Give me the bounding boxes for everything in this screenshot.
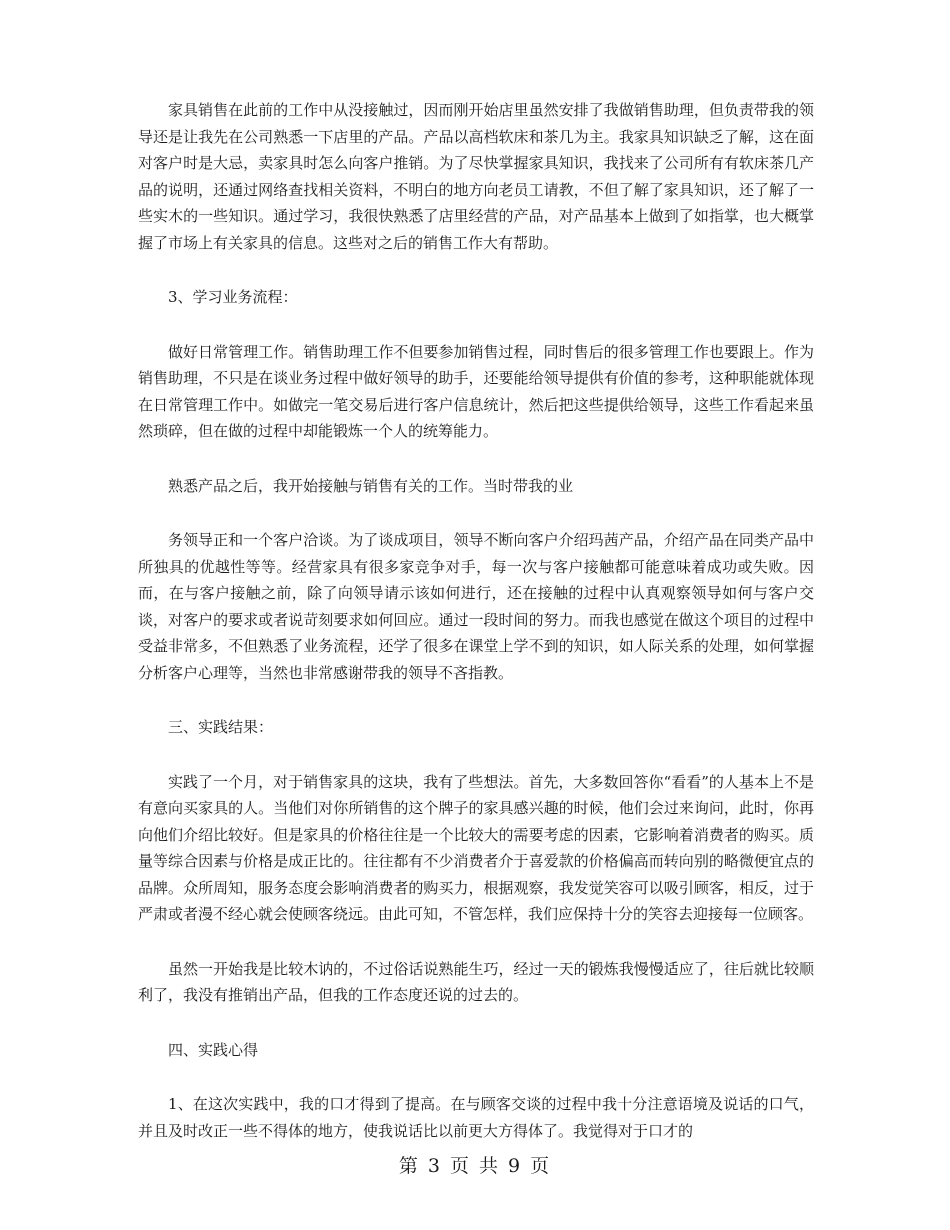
section-heading: 四、实践心得 (168, 1040, 259, 1059)
paragraph: 实践了一个月，对于销售家具的这块，我有了些想法。首先，大多数回答你“看看”的人基本上不是有意向买家具的人。当他们对你所销售的这个牌子的家具感兴趣的时候，他们会过来询问，此时，你再向他们介绍比较好。但是家具的价格往往是一个比较大的需要考虑的因素，它影响着消费者的购买。质量等综合因素与价格是成正比的。往往都有不少消费者介于喜爱款的价格偏高而转向别的略微便宜点的品牌。众所周知，服务态度会影响消费者的购买力，根据观察，我发觉笑容可以吸引顾客，相反，过于严肃或者漫不经心就会使顾客绕远。由此可知，不管怎样，我们应保持十分的笑容去迎接每一位顾客。 (138, 772, 814, 923)
paragraph: 做好日常管理工作。销售助理工作不但要参加销售过程，同时售后的很多管理工作也要跟上。作为销售助理，不只是在谈业务过程中做好领导的助手，还要能给领导提供有价值的参考，这种职能就体现在日常管理工作中。如做完一笔交易后进行客户信息统计，然后把这些提供给领导，这些工作看起来虽然琐碎，但在做的过程中却能锻炼一个人的统筹能力。 (138, 342, 814, 440)
document-body (138, 97, 814, 1144)
paragraph: 务领导正和一个客户洽谈。为了谈成项目，领导不断向客户介绍玛茜产品，介绍产品在同类产品中所独具的优越性等等。经营家具有很多家竞争对手，每一次与客户接触都可能意味着成功或失败。因而，在与客户接触之前，除了向领导请示该如何进行，还在接触的过程中认真观察领导如何与客户交谈，对客户的要求或者说苛刻要求如何回应。通过一段时间的努力。而我也感觉在做这个项目的过程中受益非常多，不但熟悉了业务流程，还学了很多在课堂上学不到的知识，如人际关系的处理，如何掌握分析客户心理等，当然也非常感谢带我的领导不吝指教。 (138, 531, 814, 682)
paragraph: 虽然一开始我是比较木讷的，不过俗话说熟能生巧，经过一天的锻炼我慢慢适应了，往后就比较顺利了，我没有推销出产品，但我的工作态度还说的过去的。 (138, 959, 814, 1004)
section-heading: 3、学习业务流程： (168, 288, 298, 306)
paragraph: 熟悉产品之后，我开始接触与销售有关的工作。当时带我的业 (168, 476, 574, 495)
paragraph: 1、在这次实践中，我的口才得到了提高。在与顾客交谈的过程中我十分注意语境及说话的口气，并且及时改正一些不得体的地方，使我说话比以前更大方得体了。我觉得对于口才的 (138, 1095, 814, 1140)
section-heading: 三、实践结果： (168, 718, 274, 736)
paragraph: 家具销售在此前的工作中从没接触过，因而刚开始店里虽然安排了我做销售助理，但负责带我的领导还是让我先在公司熟悉一下店里的产品。产品以高档软床和茶几为主。我家具知识缺乏了解，这在面对客户时是大忌，卖家具时怎么向客户推销。为了尽快掌握家具知识，我找来了公司所有有软床茶几产品的说明，还通过网络查找相关资料，不明白的地方向老员工请教，不但了解了家具知识，还了解了一些实木的一些知识。通过学习，我很快熟悉了店里经营的产品，对产品基本上做到了如指掌，也大概掌握了市场上有关家具的信息。这些对之后的销售工作大有帮助。 (138, 101, 814, 252)
page-number-footer: 第 3 页 共 9 页 (398, 1155, 552, 1177)
